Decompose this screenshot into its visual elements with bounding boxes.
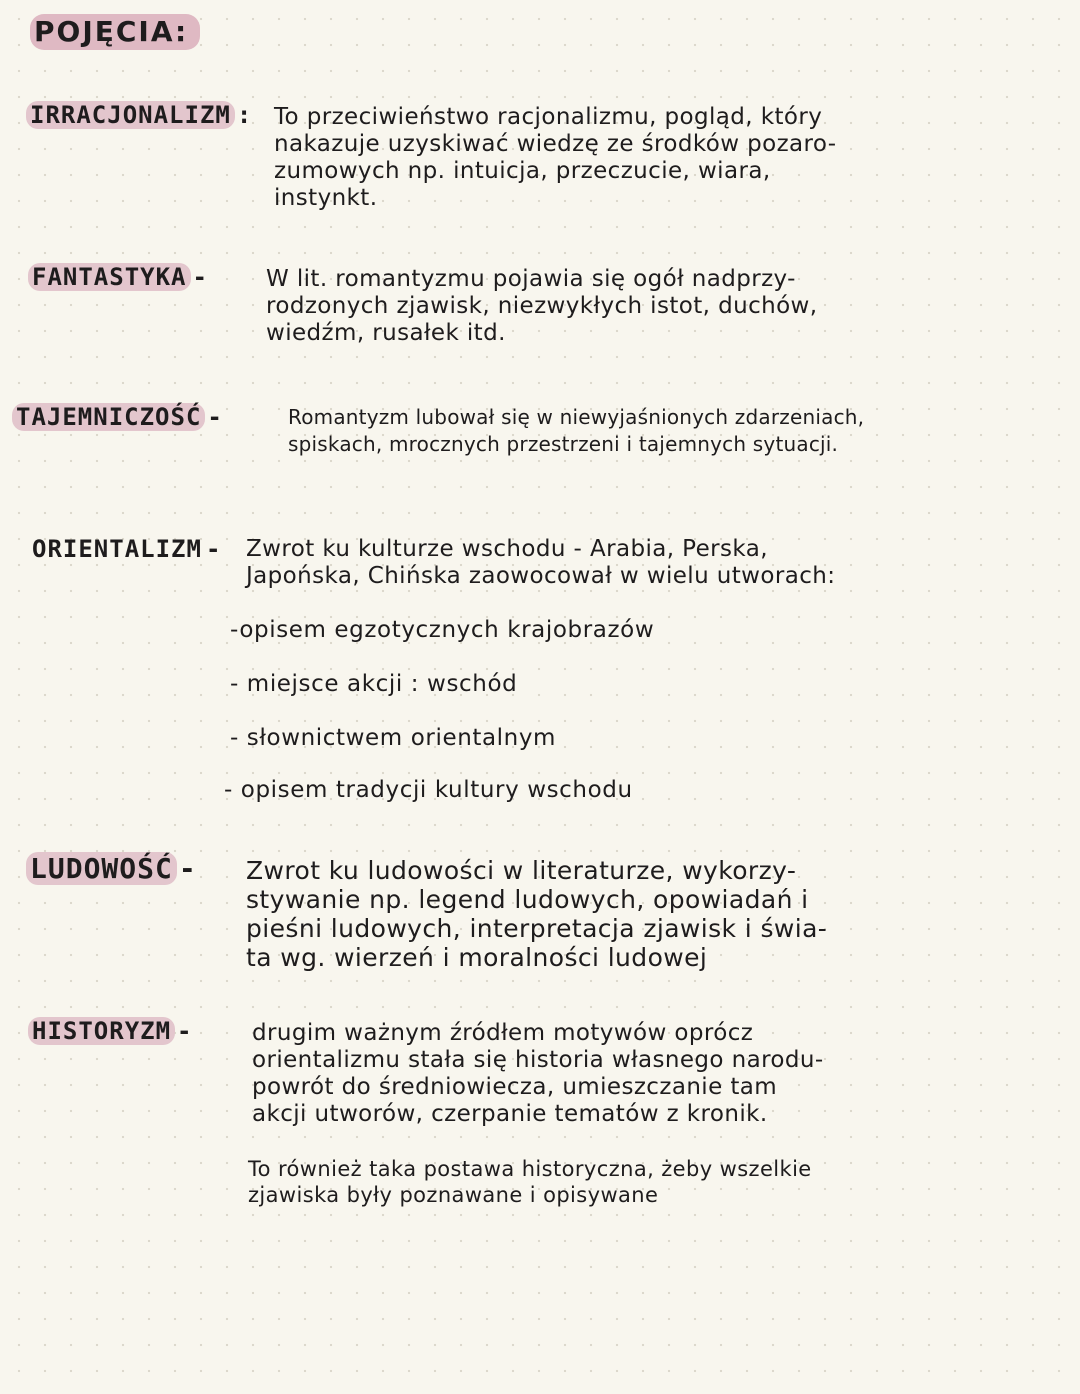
- term-separator: -: [207, 403, 223, 431]
- definition-line: Zwrot ku ludowości w literaturze, wykorzy-: [246, 856, 797, 885]
- term-separator: -: [192, 263, 208, 291]
- definition-line: Japońska, Chińska zaowocował w wielu utworach:: [246, 563, 836, 589]
- definition-line: Zwrot ku kulturze wschodu - Arabia, Perska,: [246, 536, 768, 562]
- definition-fantastyka: [266, 266, 817, 347]
- definition-line: stywanie np. legend ludowych, opowiadań i: [246, 885, 809, 914]
- term-label: TAJEMNICZOŚĆ: [12, 403, 205, 431]
- term-label: IRRACJONALIZM: [26, 101, 235, 129]
- definition-line: wiedźm, rusałek itd.: [266, 320, 506, 346]
- definition-line: akcji utworów, czerpanie tematów z kronik.: [252, 1101, 768, 1127]
- definition-line: W lit. romantyzmu pojawia się ogół nadprzy-: [266, 266, 796, 292]
- list-item: - miejsce akcji : wschód: [230, 671, 518, 697]
- definition-historyzm: [252, 1020, 824, 1128]
- definition-line: zumowych np. intuicja, przeczucie, wiara,: [274, 158, 771, 184]
- term-tajemniczosc: [12, 402, 225, 432]
- list-item: - słownictwem orientalnym: [230, 725, 557, 751]
- definition-line: pieśni ludowych, interpretacja zjawisk i świa-: [246, 914, 828, 943]
- list-item: -opisem egzotycznych krajobrazów: [230, 617, 655, 643]
- definition-irracjonalizm: [274, 104, 837, 212]
- term-separator: :: [236, 101, 253, 129]
- term-label: FANTASTYKA: [28, 263, 191, 291]
- definition-line: zjawiska były poznawane i opisywane: [248, 1183, 659, 1207]
- term-separator: -: [177, 1017, 193, 1045]
- definition-historyzm-extra: [248, 1156, 812, 1208]
- definition-orientalizm: [246, 536, 835, 590]
- definition-line: orientalizmu stała się historia własnego narodu-: [252, 1047, 824, 1073]
- definition-line: powrót do średniowiecza, umieszczanie tam: [252, 1074, 778, 1100]
- term-fantastyka: [28, 262, 210, 292]
- term-ludowosc: [26, 852, 199, 886]
- definition-tajemniczosc: [288, 404, 864, 458]
- term-historyzm: [28, 1016, 195, 1046]
- definition-line: To przeciwieństwo racjonalizmu, pogląd, który: [274, 104, 823, 130]
- term-label: LUDOWOŚĆ: [26, 852, 177, 885]
- page-title: POJĘCIA:: [30, 14, 200, 50]
- definition-line: Romantyzm lubował się w niewyjaśnionych zdarzeniach,: [288, 405, 865, 429]
- term-separator: -: [205, 535, 222, 563]
- definition-line: spiskach, mrocznych przestrzeni i tajemnych sytuacji.: [288, 432, 839, 456]
- list-item: - opisem tradycji kultury wschodu: [224, 777, 633, 803]
- term-irracjonalizm: [26, 100, 254, 130]
- term-label: ORIENTALIZM: [32, 535, 202, 563]
- term-label: HISTORYZM: [28, 1017, 175, 1045]
- term-separator: -: [178, 852, 197, 885]
- term-orientalizm: [30, 534, 223, 564]
- definition-line: drugim ważnym źródłem motywów oprócz: [252, 1020, 754, 1046]
- definition-line: To również taka postawa historyczna, żeby wszelkie: [248, 1157, 812, 1181]
- definition-ludowosc: [246, 856, 827, 972]
- definition-line: instynkt.: [274, 185, 378, 211]
- definition-line: ta wg. wierzeń i moralności ludowej: [246, 943, 708, 972]
- definition-line: nakazuje uzyskiwać wiedzę ze środków pozaro-: [274, 131, 837, 157]
- definition-line: rodzonych zjawisk, niezwykłych istot, duchów,: [266, 293, 818, 319]
